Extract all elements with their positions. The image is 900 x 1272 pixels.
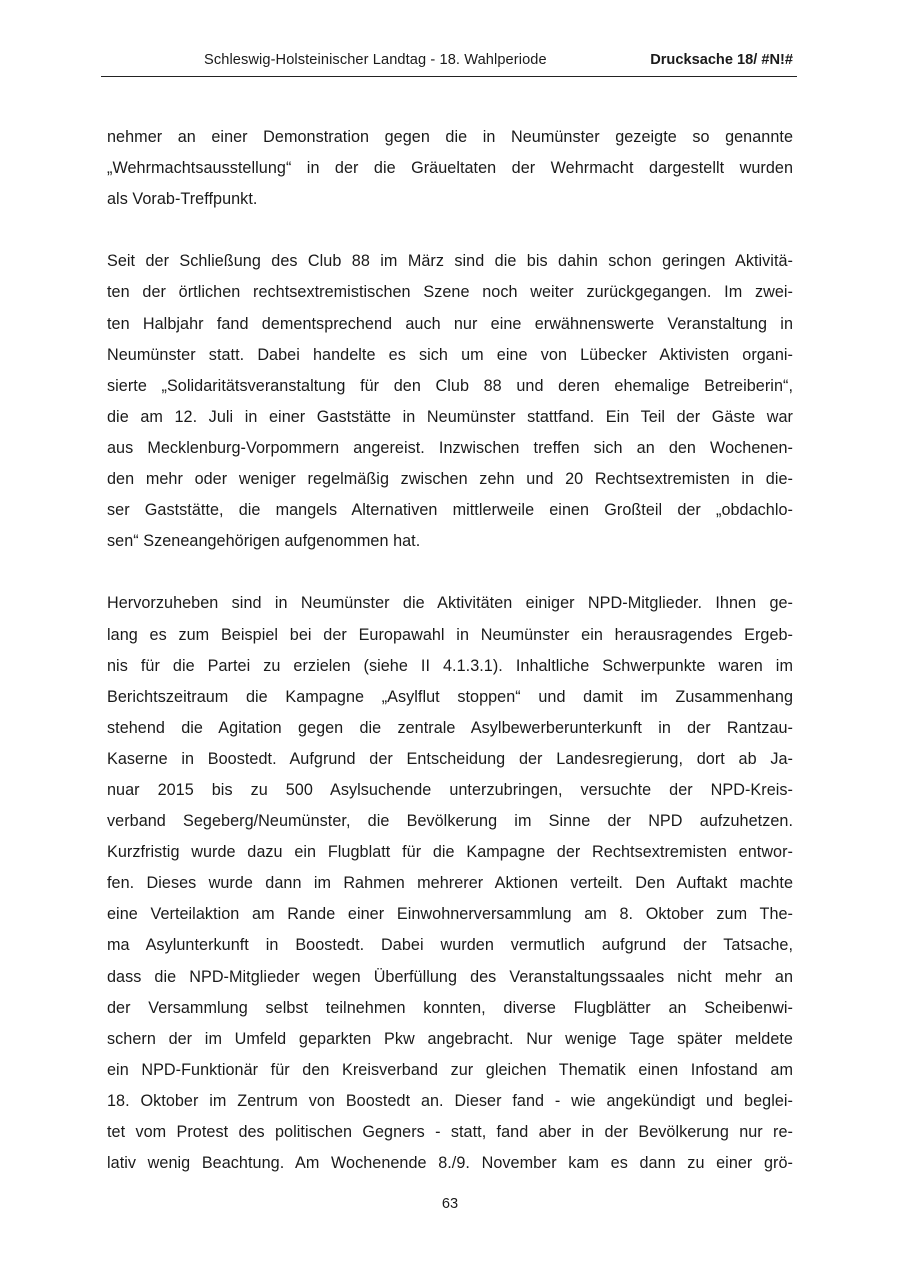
page-number: 63 [441,1196,459,1212]
text-line: tet vom Protest des politischen Gegners - statt, fand aber in der Bevölkerung nur re- [107,1123,793,1141]
text-line: stehend die Agitation gegen die zentrale Asylbewerberunterkunft in der Rantzau- [107,718,793,737]
text-line: ma Asylunterkunft in Boostedt. Dabei wurden vermutlich aufgrund der Tatsache, [107,936,793,955]
text-line: 18. Oktober im Zentrum von Boostedt an. Dieser fand - wie angekündigt und beglei- [107,1091,793,1110]
text-line: ten der örtlichen rechtsextremistischen Szene noch weiter zurückgegangen. Im zwei- [107,283,793,302]
text-line: Berichtszeitraum die Kampagne „Asylflut stoppen“ und damit im Zusammenhang [107,687,793,706]
text-line: Kaserne in Boostedt. Aufgrund der Entscheidung der Landesregierung, dort ab Ja- [107,749,793,768]
text-line: sierte „Solidaritätsveranstaltung für den Club 88 und deren ehemalige Betreiberin“, [107,376,793,395]
text-line: Seit der Schließung des Club 88 im März sind die bis dahin schon geringen Aktivitä- [107,252,793,271]
text-line: nehmer an einer Demonstration gegen die in Neumünster gezeigte so genannte [107,128,793,146]
text-line: ser Gaststätte, die mangels Alternativen mittlerweile einen Großteil der „obdachlo- [107,501,793,520]
text-line: sen“ Szeneangehörigen aufgenommen hat. [107,532,421,551]
text-line: „Wehrmachtsausstellung“ in der die Gräueltaten der Wehrmacht dargestellt wurden [107,159,793,178]
text-line: eine Verteilaktion am Rande einer Einwohnerversammlung am 8. Oktober zum The- [107,905,793,924]
text-line: schern der im Umfeld geparkten Pkw angebracht. Nur wenige Tage später meldete [107,1029,793,1048]
paragraph [107,246,793,557]
text-line: ein NPD-Funktionär für den Kreisverband zur gleichen Thematik einen Infostand am [107,1060,793,1079]
text-line: Hervorzuheben sind in Neumünster die Aktivitäten einiger NPD-Mitglieder. Ihnen ge- [107,594,793,613]
body-text [107,122,793,1210]
text-line: lativ wenig Beachtung. Am Wochenende 8./9. November kam es dann zu einer grö- [107,1154,793,1173]
document-number: Drucksache 18/ #N!# [650,52,793,68]
header-title: Schleswig-Holsteinischer Landtag - 18. Wahlperiode [204,52,547,68]
text-line: fen. Dieses wurde dann im Rahmen mehrerer Aktionen verteilt. Den Auftakt machte [107,874,793,893]
text-line: Kurzfristig wurde dazu ein Flugblatt für die Kampagne der Rechtsextremisten entwor- [107,843,793,862]
paragraph [107,122,793,215]
text-line: verband Segeberg/Neumünster, die Bevölkerung im Sinne der NPD aufzuhetzen. [107,812,793,831]
text-line: lang es zum Beispiel bei der Europawahl in Neumünster ein herausragendes Ergeb- [107,625,793,644]
text-line: der Versammlung selbst teilnehmen konnten, diverse Flugblätter an Scheibenwi- [107,998,793,1017]
text-line: ten Halbjahr fand dementsprechend auch nur eine erwähnenswerte Veranstaltung in [107,314,793,333]
page-header [101,50,797,77]
paragraph [107,588,793,1179]
text-line: aus Mecklenburg-Vorpommern angereist. Inzwischen treffen sich an den Wochenen- [107,438,793,457]
text-line: nuar 2015 bis zu 500 Asylsuchende unterzubringen, versuchte der NPD-Kreis- [107,780,793,799]
text-line: die am 12. Juli in einer Gaststätte in Neumünster stattfand. Ein Teil der Gäste war [107,407,793,426]
text-line: dass die NPD-Mitglieder wegen Überfüllung des Veranstaltungssaales nicht mehr an [107,967,793,986]
text-line: Neumünster statt. Dabei handelte es sich um eine von Lübecker Aktivisten organi- [107,345,793,364]
text-line: nis für die Partei zu erzielen (siehe II 4.1.3.1). Inhaltliche Schwerpunkte waren im [107,656,793,675]
text-line: den mehr oder weniger regelmäßig zwischen zehn und 20 Rechtsextremisten in die- [107,470,793,489]
text-line: als Vorab-Treffpunkt. [107,190,258,209]
